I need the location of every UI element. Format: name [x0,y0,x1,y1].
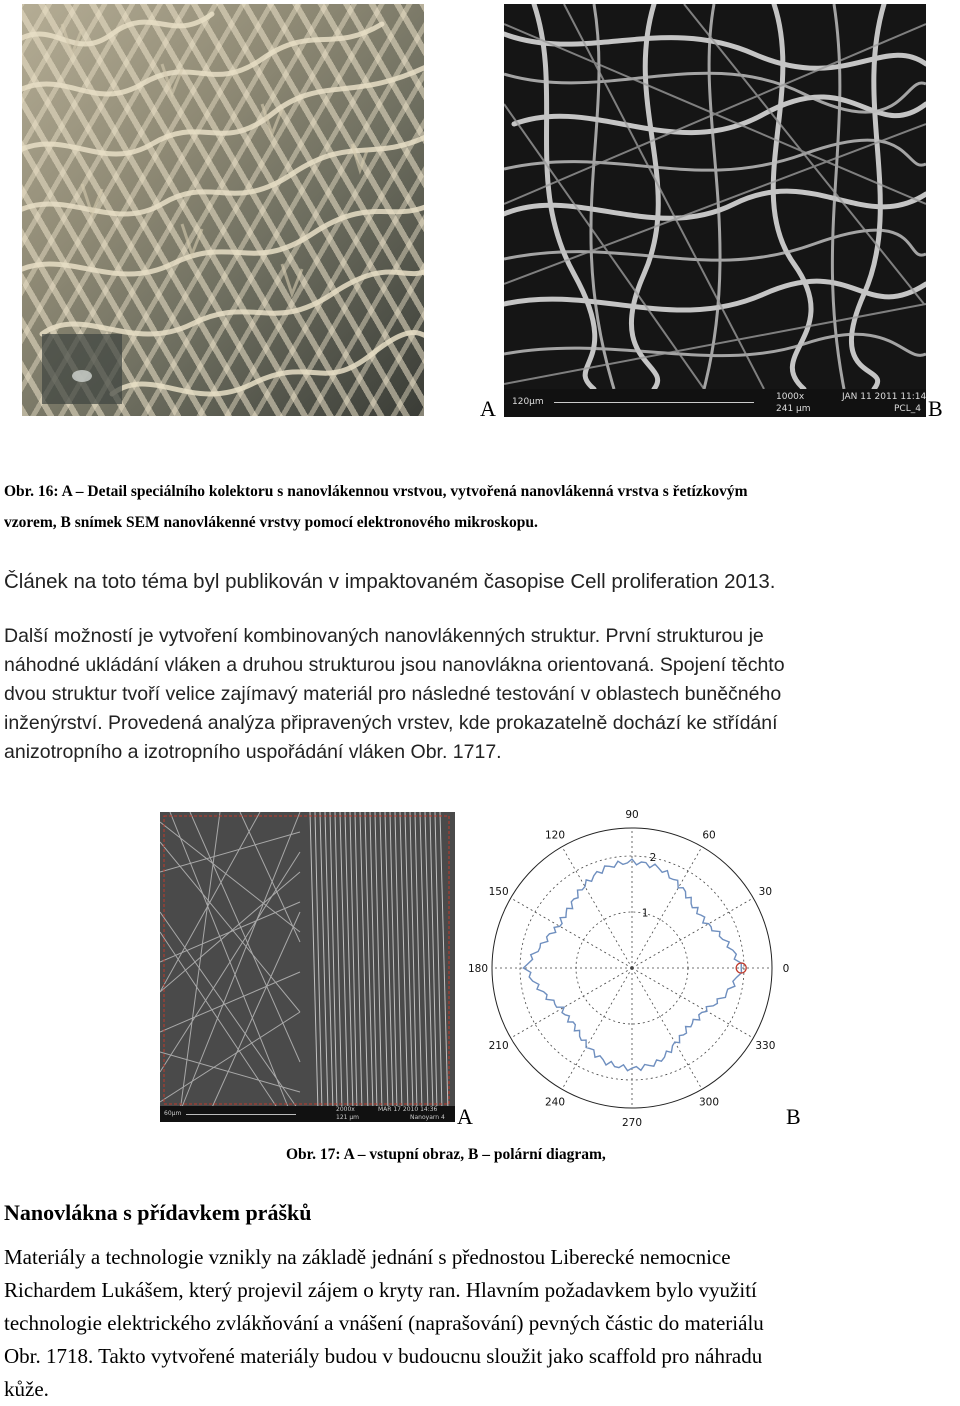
paragraph-line: Další možností je vytvoření kombinovaných nanovlákenných struktur. První strukturou je [4,625,764,647]
polar-grid-spoke [562,968,632,1089]
figure17-input-image-a [160,812,455,1122]
sem-sample-name: PCL_4 [894,404,921,414]
paragraph-combined-structures [4,622,785,767]
section-heading: Nanovlákna s přídavkem prášků [4,1200,312,1225]
polar-radial-label: 1 [641,907,649,920]
paragraph-line: anizotropního a izotropního uspořádání vláken Obr. 1717. [4,741,502,763]
polar-grid-spoke [511,968,632,1038]
polar-angle-label: 60 [702,829,716,842]
polar-radial-label: 2 [649,852,657,865]
figure16-caption-line2: vzorem, B snímek SEM nanovlákenné vrstvy pomocí elektronového mikroskopu. [4,514,538,531]
polar-angle-label: 270 [621,1117,643,1129]
fiber-network-graphic [504,4,926,389]
sem-datetime: JAN 11 2011 11:14 [842,392,927,402]
random-vs-aligned-fibers-graphic [160,812,455,1122]
sem-field-width: 121 µm [336,1114,360,1121]
chain-pattern-graphic [22,4,424,416]
polar-angle-label: 0 [782,963,790,975]
polar-angle-label: 120 [544,829,566,842]
paragraph-line: kůže. [4,1377,49,1401]
sem-scale-label: 60µm [164,1110,182,1117]
paragraph-line: technologie elektrického zvlákňování a vnášení (naprašování) pevných částic do materiálu [4,1311,764,1335]
paragraph-line: Materiály a technologie vznikly na základě jednání s přednostou Liberecké nemocnice [4,1245,731,1269]
polar-angle-label: 300 [698,1096,720,1109]
figure16-label-b: B [928,396,943,421]
polar-series-line [523,859,741,1071]
polar-angle-label: 210 [488,1040,509,1052]
figure17-sem-info-bar [160,1106,455,1122]
sem-field-width: 241 µm [776,404,811,414]
sem-datetime: MAR 17 2010 14:36 [378,1106,438,1113]
figure16-photo-a [22,4,424,416]
figure16-sem-image-b [504,4,926,389]
sem-magnification: 2000x [336,1106,355,1113]
paragraph-line: inženýrství. Provedená analýza připravených vrstev, kde prokazatelně dochází ke střídání [4,712,778,734]
polar-angle-label: 30 [758,886,773,898]
paragraph-line: dvou struktur tvoří velice zajímavý materiál pro následné testování v oblastech buněčného [4,683,782,705]
sem-sample-name: Nanoyarn 4 [410,1114,445,1121]
figure16-sem-info-bar [504,389,926,417]
polar-grid-spoke [632,968,702,1089]
polar-angle-label: 90 [625,809,639,821]
paragraph-cell-proliferation: Článek na toto téma byl publikován v impaktovaném časopise Cell proliferation 2013. [4,570,776,593]
paragraph-line: náhodné ukládání vláken a druhou strukturou jsou nanovlákna orientovaná. Spojení těchto [4,654,785,676]
paragraph-line: Richardem Lukášem, který projevil zájem o kryty ran. Hlavním požadavkem bylo využití [4,1278,757,1302]
figure17-label-b: B [786,1104,801,1129]
polar-angle-label: 330 [755,1040,776,1052]
polar-angle-label: 150 [488,886,509,898]
polar-angle-label: 240 [544,1096,566,1109]
figure16-caption-line1: Obr. 16: A – Detail speciálního kolektoru s nanovlákennou vrstvou, vytvořená nanovlákenná vrstva s řetízkovým [4,483,748,500]
figure17-label-a: A [457,1104,473,1129]
sem-scale-line [186,1114,296,1115]
polar-angle-label: 180 [467,963,489,975]
paragraph-line: Obr. 1718. Takto vytvořené materiály budou v budoucnu sloužit jako scaffold pro náhradu [4,1344,763,1368]
polar-diagram [462,808,802,1138]
sem-scale-label: 120µm [512,397,544,407]
sem-magnification: 1000x [776,392,805,402]
paragraph-materials [4,1241,764,1406]
polar-grid [492,828,772,1108]
sem-scale-line [554,402,754,403]
figure16-label-a: A [480,396,496,421]
figure17-caption: Obr. 17: A – vstupní obraz, B – polární diagram, [286,1146,606,1163]
